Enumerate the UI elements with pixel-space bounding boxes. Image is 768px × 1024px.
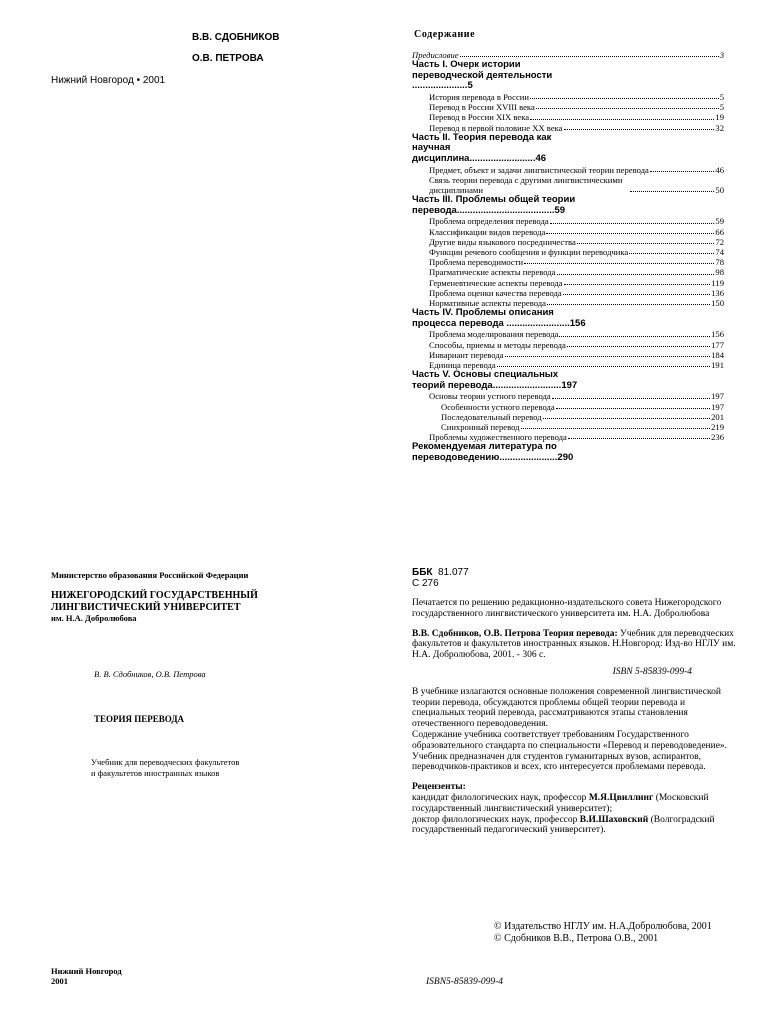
c-code: С 276 — [412, 578, 439, 589]
isbn: ISBN 5-85839-099-4 — [612, 666, 692, 677]
author-name-1: В.В. СДОБНИКОВ — [192, 32, 280, 43]
toc-entry: Инвариант перевода 184 — [429, 349, 724, 360]
university-line-2: ЛИНГВИСТИЧЕСКИЙ УНИВЕРСИТЕТ — [51, 601, 241, 613]
abstract-2: Содержание учебника соответствует требованиям Государственного образовательного стандарта по специальности «Перевод и переводоведение». — [412, 729, 728, 751]
toc-entry: Перевод в России XVIII века 5 — [429, 102, 724, 113]
reviewers-label: Рецензенты: — [412, 782, 466, 793]
toc-entry-title: Предисловие — [412, 50, 459, 60]
citation-bold: В.В. Сдобников, О.В. Петрова Теория перевода: — [412, 628, 618, 639]
toc-part-5: Часть V. Основы специальных теорий перевода..........................197 — [412, 369, 578, 391]
reviewer-2: доктор филологических наук, профессор В.И.Шаховский (Волгоградский государственный педагогический университет). — [412, 814, 715, 836]
toc-part-page: 59 — [554, 204, 566, 216]
toc-entry: Классификации видов перевода 66 — [429, 226, 724, 237]
copyright-block — [494, 921, 712, 944]
bbk-label: ББК — [412, 567, 433, 578]
bbk-code: 81.077 — [438, 567, 469, 578]
toc-entry: Особенности устного перевода 197 — [441, 401, 724, 412]
city-year-imprint: Нижний Новгород • 2001 — [51, 75, 166, 86]
toc-entry: Проблема моделирования перевода 156 — [429, 329, 724, 340]
toc-entry: Предмет, объект и задачи лингвистической теории перевода 46 — [429, 164, 724, 175]
toc-part-4: Часть IV. Проблемы описания процесса перевода ........................156 — [412, 307, 586, 329]
toc-entry: Герменевтические аспекты перевода 119 — [429, 277, 724, 288]
toc-part-page: 156 — [569, 317, 586, 329]
isbn-bottom: ISBN5-85839-099-4 — [426, 977, 504, 987]
toc-part-3: Часть III. Проблемы общей теории перевода.....................................59 — [412, 194, 576, 216]
copyright-publisher: © Издательство НГЛУ им. Н.А.Добролюбова, 2001 — [494, 921, 712, 932]
toc-part-2: Часть II. Теория перевода как научная дисциплина.........................46 — [412, 131, 552, 164]
university-name — [51, 590, 311, 625]
year: 2001 — [51, 976, 68, 986]
book-title: ТЕОРИЯ ПЕРЕВОДА — [94, 714, 185, 724]
toc-entry: История перевода в России 5 — [429, 91, 724, 102]
citation-rest: Учебник для переводческих факультетов и факультетов иностранных языков. Н.Новгород: Изд-во НГЛУ им. Н.А. Добролюбова, 2001. - 306 с. — [412, 628, 736, 661]
toc-entry: Способы, приемы и методы перевода 177 — [429, 339, 724, 350]
toc-entry: Функции речевого сообщения и функции переводчика 74 — [429, 246, 724, 257]
toc-entry: Другие виды языкового посредничества 72 — [429, 236, 724, 247]
toc-part-title: Часть I. Очерк истории переводческой деятельности — [412, 59, 553, 81]
toc-part-title: Часть II. Теория перевода как научная дисциплина — [412, 131, 552, 164]
toc-entry-page: 3 — [719, 50, 724, 60]
toc-entry: Основы теории устного перевода 197 — [429, 391, 724, 402]
abstract-1: В учебнике излагаются основные положения современной лингвистической теории перевода, обсуждаются проблемы общей теории перевода и специальных теорий перевода, рассматриваются этапы становления отечественного переводоведения. — [412, 686, 721, 730]
imprint-text — [412, 598, 740, 836]
bbk-block — [412, 567, 469, 589]
toc-title: Содержание — [414, 29, 476, 40]
reviewer-1: кандидат филологических наук, профессор М.Я.Цвиллинг (Московский государственный лингвистический университет); — [412, 792, 709, 814]
city: Нижний Новгород — [51, 966, 122, 976]
toc-part-title: Часть III. Проблемы общей теории перевода — [412, 194, 576, 216]
toc-entry: Последовательный перевод 201 — [441, 411, 724, 422]
council-note: Печатается по решению редакционно-издательского совета Нижегородского государственного лингвистического университета им. Н.А. Добролюбова — [412, 598, 722, 619]
toc-part-page: 46 — [535, 152, 547, 164]
subtitle-line-2: и факультетов иностранных языков — [91, 768, 220, 778]
abstract-3: Учебник предназначен для студентов гуманитарных вузов, аспирантов, переводчиков-практиков и всех, кто интересуется проблемами перевода. — [412, 751, 706, 773]
toc-literature: Рекомендуемая литература по переводоведению......................290 — [412, 441, 574, 463]
toc-part-title: Часть IV. Проблемы описания процесса перевода — [412, 307, 554, 329]
citation — [412, 629, 740, 661]
toc-part-page: 5 — [467, 80, 473, 92]
toc-part-title: Часть V. Основы специальных теорий перевода — [412, 369, 559, 391]
toc-entry: Связь теории перевода с другими лингвистическими дисциплинами 50 — [429, 174, 724, 195]
toc-entry: Проблема оценки качества перевода 136 — [429, 287, 724, 298]
ministry-line: Министерство образования Российской Федерации — [51, 570, 249, 580]
toc-entry: Единица перевода 191 — [429, 360, 724, 370]
table-of-contents — [412, 50, 724, 464]
toc-part-page: 197 — [561, 379, 578, 391]
toc-entry: Проблема переводимости 78 — [429, 257, 724, 268]
toc-part-title: Рекомендуемая литература по переводоведению — [412, 441, 557, 463]
book-subtitle — [91, 757, 311, 779]
author-name-2: О.В. ПЕТРОВА — [192, 53, 264, 64]
toc-entry: Нормативные аспекты перевода 150 — [429, 298, 724, 308]
toc-entry: Перевод в России XIX века 19 — [429, 112, 724, 123]
copyright-authors: © Сдобников В.В., Петрова О.В., 2001 — [494, 932, 659, 944]
toc-entry: Синхронный перевод 219 — [441, 422, 724, 432]
toc-entry: Проблемы художественного перевода 236 — [429, 432, 724, 443]
toc-part-page: 290 — [557, 452, 574, 463]
university-line-3: им. Н.А. Добролюбова — [51, 613, 137, 623]
toc-entry: Проблема определения перевода 59 — [429, 216, 724, 227]
title-page-authors: В. В. Сдобников, О.В. Петрова — [94, 669, 206, 679]
title-page-city-year — [51, 966, 171, 986]
toc-entry: Прагматические аспекты перевода 98 — [429, 267, 724, 278]
subtitle-line-1: Учебник для переводческих факультетов — [91, 757, 240, 767]
toc-entry: Перевод в первой половине XX века 32 — [429, 122, 724, 133]
university-line-1: НИЖЕГОРОДСКИЙ ГОСУДАРСТВЕННЫЙ — [51, 590, 258, 601]
toc-part-1: Часть I. Очерк истории переводческой деятельности .....................5 — [412, 59, 553, 92]
